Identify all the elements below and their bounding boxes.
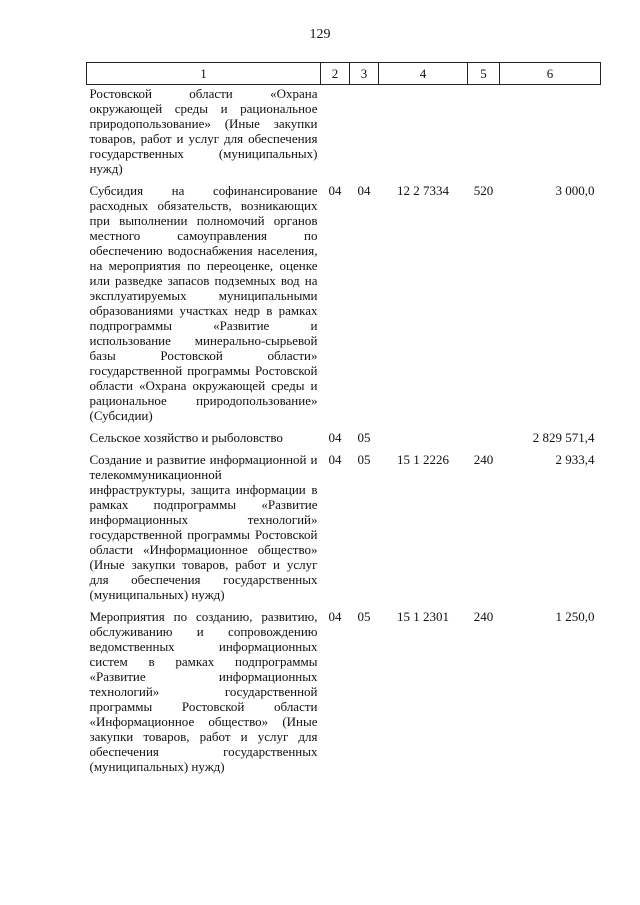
row-vr — [468, 85, 500, 184]
row-csr: 12 2 7334 — [397, 183, 449, 198]
header-col-4: 4 — [379, 63, 468, 85]
row-vr: 240 — [473, 452, 494, 467]
row-name: Мероприятия по созданию, развитию, обслуживанию и сопровождению ведомственных информационных систем в рамках подпрограммы «Развитие информационных технологий» государственной программы Ростовской области «Информационное общество» (Иные закупки товаров, работ и услуг для обеспечения государственных (муниципальных) нужд) — [89, 609, 318, 774]
row-csr: 15 1 2226 — [397, 452, 449, 467]
row-amount: 2 829 571,4 — [532, 430, 595, 445]
header-col-5: 5 — [468, 63, 500, 85]
table-row — [87, 430, 601, 452]
header-col-6: 6 — [500, 63, 601, 85]
header-col-3: 3 — [350, 63, 379, 85]
table-header — [87, 63, 601, 85]
row-rz: 04 — [328, 430, 342, 445]
table-row — [87, 183, 601, 430]
row-vr — [468, 430, 500, 452]
row-rz: 04 — [328, 609, 342, 624]
row-amount — [500, 85, 601, 184]
row-pr — [350, 85, 379, 184]
table-body — [87, 85, 601, 775]
row-rz — [321, 85, 350, 184]
row-amount: 3 000,0 — [555, 183, 595, 198]
budget-table — [86, 62, 601, 774]
header-row — [87, 63, 601, 85]
row-name: Сельское хозяйство и рыболовство — [89, 430, 283, 445]
row-pr: 05 — [357, 452, 371, 467]
row-name: Ростовской области «Охрана окружающей среды и рациональное природопользование» (Иные закупки товаров, работ и услуг для обеспечения государственных (муниципальных) нужд) — [89, 86, 318, 176]
table-row — [87, 452, 601, 609]
row-csr — [379, 430, 468, 452]
row-rz: 04 — [328, 183, 342, 198]
row-csr: 15 1 2301 — [397, 609, 449, 624]
header-col-1: 1 — [87, 63, 321, 85]
header-col-2: 2 — [321, 63, 350, 85]
table-row — [87, 85, 601, 184]
row-rz: 04 — [328, 452, 342, 467]
row-pr: 05 — [357, 430, 371, 445]
row-csr — [379, 85, 468, 184]
page-number: 129 — [309, 27, 331, 42]
row-vr: 520 — [473, 183, 494, 198]
row-name: Субсидия на софинансирование расходных обязательств, возникающих при выполнении полномочий органов местного самоуправления по обеспечению водоснабжения населения, на мероприятия по переоценке, оценке или разведке запасов подземных вод на эксплуатируемых муниципальными образованиями участках недр в рамках подпрограммы «Развитие и использование минерально-сырьевой базы Ростовской области» государственной программы Ростовской области «Охрана окружающей среды и рациональное природопользование» (Субсидии) — [89, 183, 318, 423]
row-pr: 04 — [357, 183, 371, 198]
row-vr: 240 — [473, 609, 494, 624]
row-amount: 1 250,0 — [555, 609, 595, 624]
row-name: Создание и развитие информационной и телекоммуникационной инфраструктуры, защита информации в рамках подпрограммы «Развитие информационных технологий» государственной программы Ростовской области «Информационное общество» (Иные закупки товаров, работ и услуг для обеспечения государственных (муниципальных) нужд) — [89, 452, 318, 602]
table-row — [87, 609, 601, 774]
row-amount: 2 933,4 — [555, 452, 595, 467]
row-pr: 05 — [357, 609, 371, 624]
